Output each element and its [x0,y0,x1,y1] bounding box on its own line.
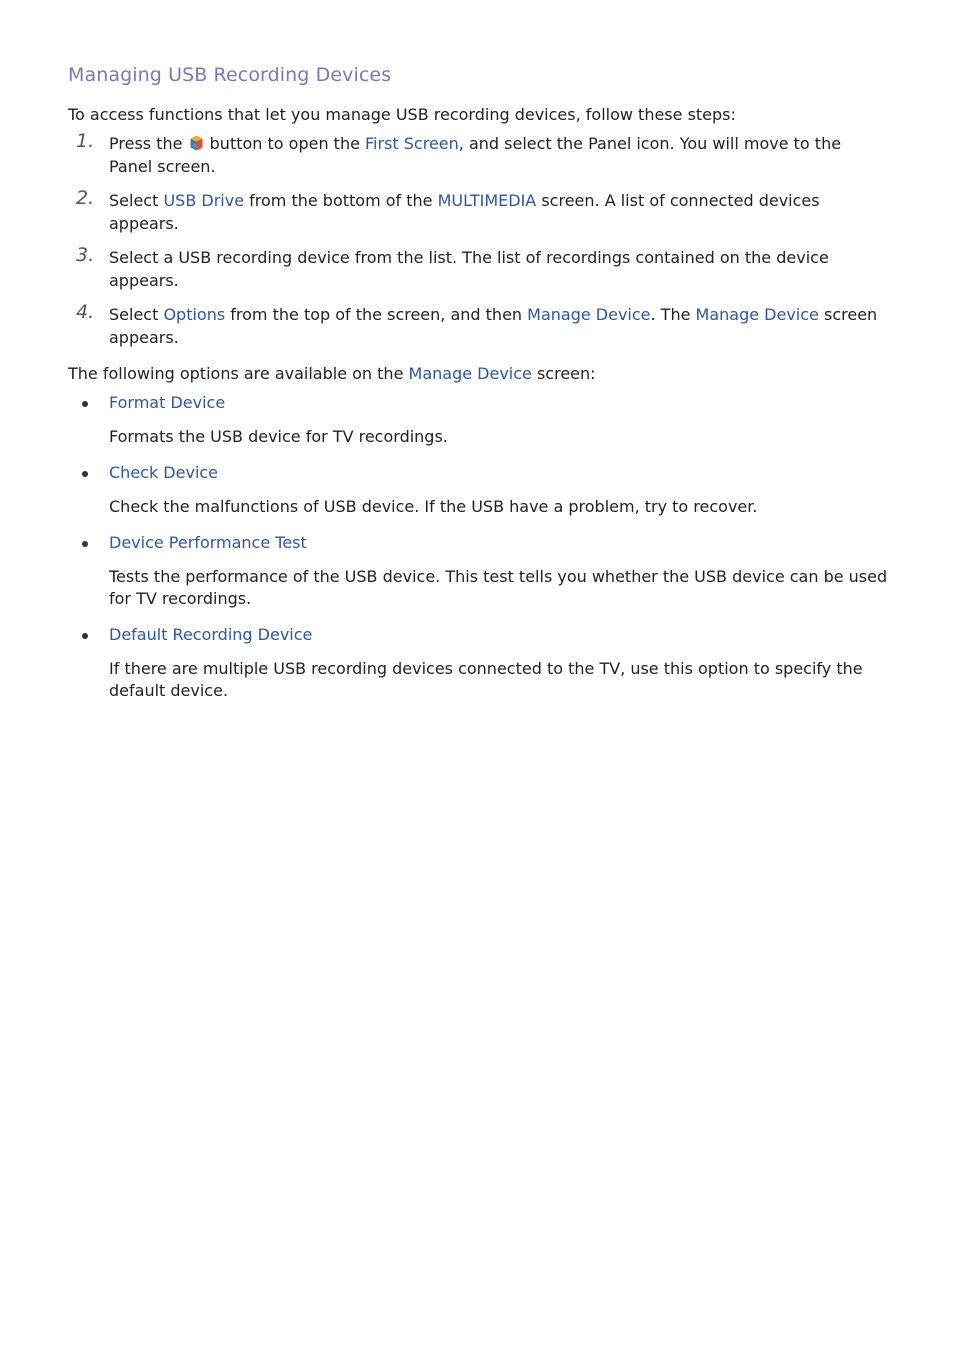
option-check-device [68,462,888,518]
usb-drive-term: USB Drive [163,191,245,210]
options-list [68,392,888,702]
step-number: 3. [76,244,95,266]
step-3 [68,246,888,292]
option-format-device [68,392,888,448]
option-default-recording-device [68,624,888,702]
option-name: Check Device [109,463,219,482]
option-device-performance-test [68,532,888,610]
step-text: screen appears. [109,305,878,347]
steps-list [68,132,888,349]
manage-device-term: Manage Device [408,364,532,383]
multimedia-term: MULTIMEDIA [437,191,537,210]
option-description: Formats the USB device for TV recordings. [109,427,448,446]
first-screen-term: First Screen [365,134,459,153]
step-text: screen. A list of connected devices appears. [109,191,820,233]
option-description: Tests the performance of the USB device. This test tells you whether the USB device can be used for TV recordings. [109,567,888,608]
option-description: If there are multiple USB recording devices connected to the TV, use this option to specify the default device. [109,659,863,700]
options-intro [68,363,888,385]
option-name: Device Performance Test [109,533,307,552]
step-text: . The [650,305,691,324]
bullet-icon [82,471,88,477]
bullet-icon [82,401,88,407]
step-number: 1. [76,130,95,152]
options-term: Options [163,305,226,324]
section-title: Managing USB Recording Devices [68,64,392,86]
step-2 [68,189,888,235]
step-text: , and select the Panel icon. You will move to the Panel screen. [109,134,842,176]
step-text: Press the [109,134,183,153]
bullet-icon [82,633,88,639]
step-text: button to open the [209,134,360,153]
step-number: 2. [76,187,95,209]
options-intro-text: The following options are available on the [68,364,404,383]
smart-hub-cube-icon [190,134,203,150]
bullet-icon [82,541,88,547]
manage-device-term: Manage Device [695,305,819,324]
option-description: Check the malfunctions of USB device. If the USB have a problem, try to recover. [109,497,758,516]
option-name: Format Device [109,393,226,412]
manage-device-term: Manage Device [527,305,651,324]
step-text: from the top of the screen, and then [230,305,523,324]
document-page [68,64,888,716]
step-number: 4. [76,301,95,323]
step-1 [68,132,888,178]
step-text: from the bottom of the [249,191,433,210]
step-4 [68,303,888,349]
option-name: Default Recording Device [109,625,313,644]
options-intro-text: screen: [536,364,596,383]
step-text: Select [109,191,159,210]
intro-text: To access functions that let you manage USB recording devices, follow these steps: [68,105,736,124]
step-text: Select [109,305,159,324]
step-text: Select a USB recording device from the list. The list of recordings contained on the device appears. [109,248,829,290]
